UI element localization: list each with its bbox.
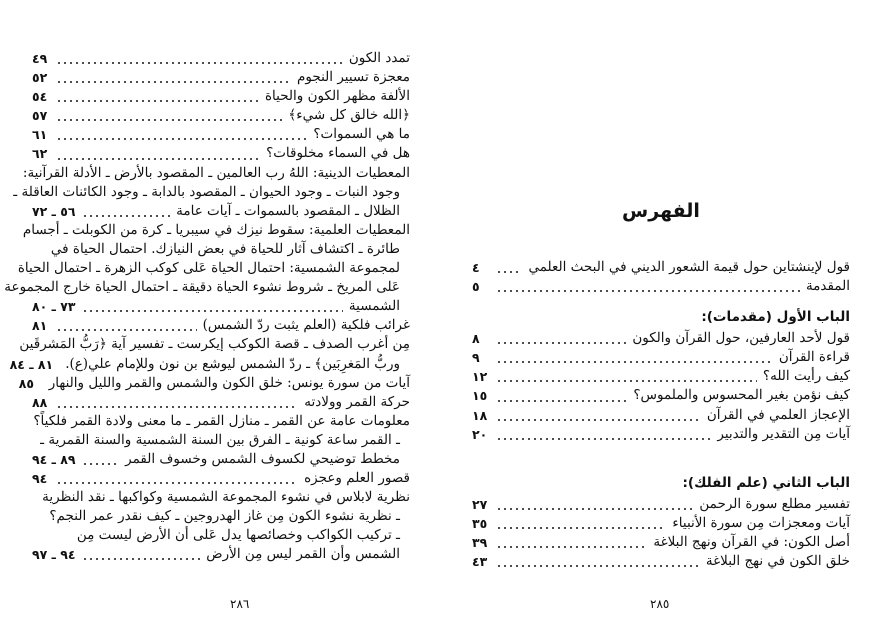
entry-text: الظلال ـ المقصود بالسموات ـ آيات عامة [176, 202, 400, 219]
entry-text: عَلى المريخ ـ شروط نشوء الحياة دقيقة ـ احتمال الحياة خارج المجموعة [4, 279, 400, 296]
entry-page-number: ٤٩ [32, 51, 48, 66]
entry-line [32, 526, 410, 545]
entry-line [472, 277, 850, 296]
entry-page-number: ٥٢ [32, 70, 48, 86]
entry-text: الشمس وأن القمر ليس مِن الأرض [206, 546, 400, 563]
entry-line [32, 68, 410, 87]
entry-line [32, 393, 410, 412]
left-page-number: ٢٨٦ [230, 597, 250, 611]
leader-dots [56, 49, 343, 68]
entry-line [13, 183, 410, 202]
entry-text: وربُّ المَغرِبَين﴾ ـ ردّ الشمس ليوشع بن نون وللإمام علي(ع). [65, 355, 400, 372]
entry-page-number: ٩٤ ـ ٩٧ [32, 547, 76, 563]
entry-page-number: ١٨ [472, 407, 488, 423]
leader-dots [496, 495, 693, 514]
leader-dots [56, 106, 282, 125]
spacer [472, 296, 850, 305]
entry-text: المعطيات العلمية: سقوط نيزك في سيبريا ـ كرة من الكوبلت ـ أجسام [22, 221, 410, 238]
entry-page-number: ٥٤ [32, 89, 48, 105]
entry-page-number: ٧٣ ـ ٨٠ [32, 299, 76, 315]
entry-page-number: ٩٤ [32, 471, 48, 487]
entry-page-number: ٨٨ [32, 394, 48, 410]
entry-text: المقدمة [805, 278, 850, 295]
index-entry [472, 386, 850, 405]
index-entry [18, 374, 410, 393]
entry-page-number: ٦٢ [32, 146, 48, 162]
entry-page-number: ٥ [472, 279, 480, 295]
index-entry [472, 425, 850, 444]
entry-page-number: ٨ [472, 331, 480, 347]
index-entry [472, 367, 850, 386]
entry-line [472, 425, 850, 444]
entry-page-number: ٥٧ [32, 108, 48, 124]
entry-page-number: ٣٥ [472, 515, 488, 531]
entry-text: قول لإينشتاين حول قيمة الشعور الديني في البحث العلمي [528, 259, 850, 275]
entry-text: ﴿الله خالق كل شيء﴾ [288, 107, 410, 124]
entry-text: قصور العلم وعجزه [304, 470, 410, 487]
entry-line [472, 386, 850, 405]
entry-page-number: ٤٣ [472, 554, 488, 570]
entry-line [22, 221, 410, 240]
entry-text: آيات مِن التقدير والتدبير [717, 425, 850, 442]
entry-text: كيف نؤمن بغير المحسوس والملموس؟ [633, 387, 850, 404]
leader-dots [56, 393, 298, 412]
index-entry [32, 49, 410, 68]
entry-line [32, 297, 410, 316]
entry-line [32, 125, 410, 144]
entry-page-number: ١٢ [472, 369, 488, 385]
entry-page-number: ٤ [472, 260, 480, 275]
entry-text: نظرية لابلاس في نشوء المجموعة الشمسية وكواكبها ـ نقد النظرية [42, 489, 410, 506]
leader-dots [496, 277, 800, 296]
entry-text: وجود النبات ـ وجود الحيوان ـ المقصود بالدابة ـ وجود الكائنات العاقلة ـ [13, 183, 400, 200]
entry-text: غرائب فلكية (العلم يثبت ردّ الشمس) [202, 317, 410, 334]
spacer [472, 444, 850, 453]
entry-page-number: ٩ [472, 350, 480, 366]
entry-text: حركة القمر وولادته [304, 393, 410, 410]
entry-page-number: ٨١ ـ ٨٤ [9, 356, 54, 372]
entry-page-number: ٣٩ [472, 534, 488, 550]
entry-page-number: ٢٧ [472, 496, 488, 512]
spacer [472, 453, 850, 462]
index-entry [472, 495, 850, 514]
right-page-number: ٢٨٥ [650, 597, 670, 611]
entry-text: المعطيات الدينية: اللهُ رب العالمين ـ المقصود بالأرض ـ الأدلة القرآنية: [22, 164, 410, 181]
section-heading: الباب الثاني (علم الفلك): [682, 474, 850, 491]
entry-line [32, 469, 410, 488]
entry-line [32, 488, 410, 507]
entry-text: لمجموعة الشمسية: احتمال الحياة عَلى كوكب الزهرة ـ احتمال الحياة [17, 260, 400, 277]
right-page-index [472, 258, 850, 571]
entry-text: هل في السماء مخلوقات؟ [266, 145, 410, 162]
entry-text: كيف رأيت الله؟ [762, 368, 850, 385]
leader-dots [56, 469, 298, 488]
entry-text: معلومات عامة عن القمر ـ منازل القمر ـ ما معنى ولادة القمر فلكياً؟ [33, 412, 410, 429]
entry-text: ـ القمر ساعة كونية ـ الفرق بين السنة الشمسية والسنة القمرية ـ [40, 431, 400, 448]
entry-line [18, 374, 410, 393]
leader-dots [496, 258, 522, 277]
entry-page-number: ٦١ [32, 127, 48, 143]
entry-page-number: ٨١ [32, 318, 48, 334]
entry-text: طائرة ـ اكتشاف آثار للحياة في بعض النيازك. احتمال الحياة في [50, 240, 400, 257]
entry-line [472, 495, 850, 514]
entry-text: خلق الكون في نهج البلاغة [705, 553, 850, 570]
entry-text: قول لأحد العارفين، حول القرآن والكون [632, 330, 850, 347]
entry-line [32, 49, 410, 68]
index-entry [472, 277, 850, 296]
leader-dots [56, 87, 259, 106]
entry-text: مخطط توضيحي لكسوف الشمس وخسوف القمر [125, 450, 400, 467]
entry-text: الألفة مظهر الكون والحياة [264, 88, 410, 105]
leader-dots [56, 145, 260, 164]
entry-line [32, 450, 410, 469]
entry-line [32, 87, 410, 106]
index-entry [32, 412, 410, 469]
entry-line [9, 355, 410, 374]
index-entry [472, 552, 850, 571]
entry-line [472, 514, 850, 533]
entry-line [32, 507, 410, 526]
leader-dots [496, 348, 773, 367]
index-entry [13, 164, 410, 221]
leader-dots [496, 406, 701, 425]
entry-text: الإعجاز العلمي في القرآن [706, 406, 850, 423]
entry-page-number: ٢٠ [472, 426, 488, 442]
index-entry [32, 87, 410, 106]
left-page-index [4, 49, 410, 565]
entry-page-number: ١٥ [472, 388, 488, 404]
entry-text: آيات ومعجزات مِن سورة الأنبياء [672, 514, 850, 531]
index-entry [472, 406, 850, 425]
entry-line [32, 412, 410, 431]
index-entry [472, 533, 850, 552]
entry-line [32, 240, 410, 259]
entry-line [32, 202, 410, 221]
entry-text: تمدد الكون [348, 50, 410, 66]
leader-dots [496, 533, 647, 552]
entry-page-number: ٨٥ [18, 375, 35, 391]
entry-line [472, 329, 850, 348]
leader-dots [496, 367, 757, 386]
entry-text: معجزة تسيير النجوم [297, 69, 410, 86]
index-entry [32, 106, 410, 125]
spacer [472, 462, 850, 471]
entry-text: ـ تركيب الكواكب وخصائصها يدل عَلى أن الأرض ليست مِن [76, 527, 400, 544]
leader-dots [82, 202, 171, 221]
index-entry [472, 258, 850, 277]
index-entry [32, 469, 410, 488]
entry-line [4, 278, 410, 297]
leader-dots [56, 68, 291, 87]
index-entry [32, 393, 410, 412]
entry-line [472, 533, 850, 552]
entry-line [32, 316, 410, 335]
entry-line [32, 545, 410, 564]
leader-dots [496, 387, 627, 406]
entry-line [472, 367, 850, 386]
section-heading: الباب الأول (مقدمات): [701, 309, 850, 326]
leader-dots [82, 297, 343, 316]
entry-text: مِن أغرب الصدف ـ قصة الكوكب إيكرست ـ تفسير آية ﴿رَبُّ المَشرقَين [19, 336, 410, 353]
entry-line [32, 144, 410, 163]
leader-dots [496, 514, 666, 533]
entry-line [472, 258, 850, 277]
index-entry [472, 348, 850, 367]
index-entry [472, 514, 850, 533]
entry-text: قراءة القرآن [778, 349, 850, 366]
leader-dots [496, 425, 711, 444]
entry-line [472, 406, 850, 425]
index-entry [4, 221, 410, 316]
index-entry [32, 68, 410, 87]
entry-line [472, 552, 850, 571]
leader-dots [56, 316, 197, 335]
entry-text: ـ نظرية نشوء الكون مِن غاز الهدروجين ـ كيف نقدر عمر النجم؟ [49, 508, 400, 525]
index-entry [32, 144, 410, 163]
entry-text: ما هي السموات؟ [313, 126, 410, 143]
entry-page-number: ٨٩ ـ ٩٤ [32, 451, 76, 467]
leader-dots [82, 450, 120, 469]
index-entry [472, 329, 850, 348]
entry-text: آيات من سورة يونس: خلق الكون والشمس والقمر والليل والنهار [48, 374, 410, 391]
leader-dots [56, 125, 307, 144]
entry-text: الشمسية [348, 298, 400, 315]
entry-text: تفسير مطلع سورة الرحمن [699, 495, 850, 512]
entry-line [32, 431, 410, 450]
index-entry [32, 316, 410, 335]
leader-dots [496, 329, 626, 348]
index-entry [9, 335, 410, 373]
index-title: الفهرس [622, 200, 700, 222]
index-entry [32, 488, 410, 564]
leader-dots [496, 552, 700, 571]
index-entry [32, 125, 410, 144]
entry-line [19, 335, 410, 354]
leader-dots [82, 545, 201, 564]
entry-line [32, 106, 410, 125]
entry-text: أصل الكون: في القرآن ونهج البلاغة [653, 533, 850, 550]
entry-line [472, 348, 850, 367]
entry-line [17, 259, 410, 278]
entry-page-number: ٥٦ ـ ٧٢ [32, 203, 76, 219]
entry-line [22, 164, 410, 183]
